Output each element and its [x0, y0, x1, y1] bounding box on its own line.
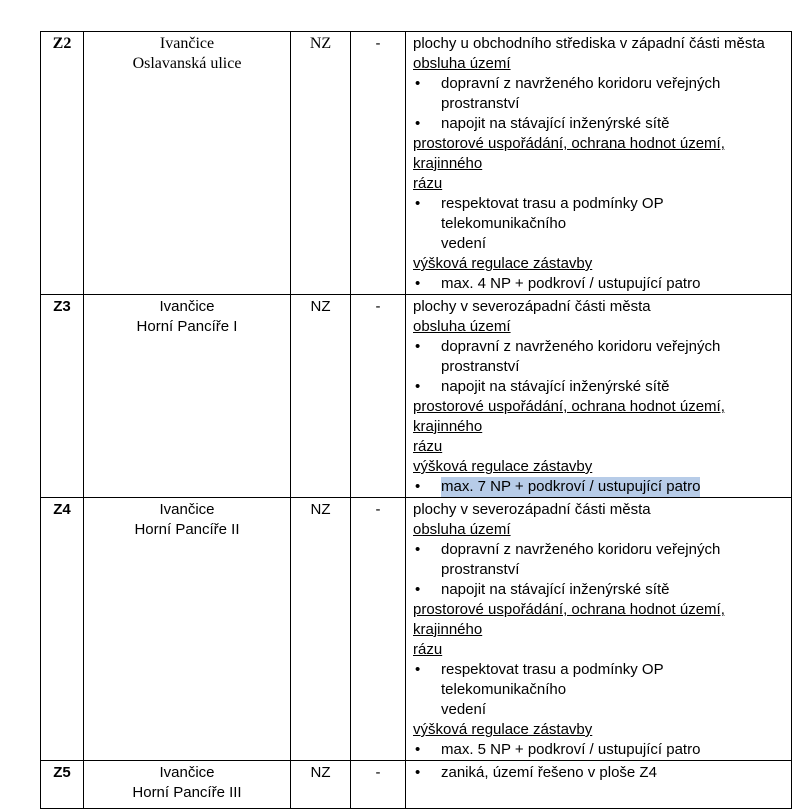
bullet-icon: •	[415, 478, 421, 495]
zones-table	[40, 31, 792, 809]
zone-description	[406, 32, 792, 295]
bullet-continuation	[413, 234, 789, 254]
zone-location	[84, 498, 291, 761]
bullet-item	[413, 337, 789, 377]
bullet-icon: •	[415, 275, 421, 292]
zone-description	[406, 295, 792, 498]
zone-dash: -	[351, 295, 406, 498]
description-text: plochy v severozápadní části města	[413, 501, 651, 518]
table-row	[41, 32, 792, 295]
table-row	[41, 761, 792, 809]
zone-code: Z5	[41, 761, 84, 809]
zone-type: NZ	[291, 498, 351, 761]
zone-code: Z4	[41, 498, 84, 761]
bullet-text: dopravní z navrženého koridoru veřejných prostranství	[441, 75, 721, 112]
zone-code: Z3	[41, 295, 84, 498]
zone-dash: -	[351, 761, 406, 809]
zone-location	[84, 295, 291, 498]
location-line: Horní Pancíře I	[136, 318, 238, 335]
bullet-text: dopravní z navrženého koridoru veřejných prostranství	[441, 338, 721, 375]
section-heading: rázu	[413, 641, 443, 658]
bullet-icon: •	[415, 661, 421, 678]
zone-dash: -	[351, 498, 406, 761]
zone-type: NZ	[291, 32, 351, 295]
zone-description	[406, 761, 792, 809]
zone-location	[84, 761, 291, 809]
bullet-icon: •	[415, 75, 421, 92]
bullet-item	[413, 194, 789, 234]
zone-code: Z2	[41, 32, 84, 295]
bullet-text: respektovat trasu a podmínky OP telekomunikačního	[441, 195, 664, 232]
location-line: Ivančice	[159, 35, 215, 52]
location-line: Ivančice	[159, 764, 215, 781]
zone-description	[406, 498, 792, 761]
bullet-text: vedení	[441, 235, 487, 252]
bullet-text: dopravní z navrženého koridoru veřejných prostranství	[441, 541, 721, 578]
location-line: Oslavanská ulice	[132, 55, 242, 72]
bullet-icon: •	[415, 764, 421, 781]
bullet-icon: •	[415, 541, 421, 558]
bullet-item	[413, 477, 789, 497]
bullet-icon	[413, 234, 441, 254]
zone-location	[84, 32, 291, 295]
section-heading: rázu	[413, 438, 443, 455]
bullet-text: napojit na stávající inženýrské sítě	[441, 378, 670, 395]
zone-type: NZ	[291, 295, 351, 498]
section-heading: výšková regulace zástavby	[413, 721, 593, 738]
section-heading: výšková regulace zástavby	[413, 458, 593, 475]
bullet-item	[413, 660, 789, 700]
bullet-text: max. 7 NP + podkroví / ustupující patro	[441, 478, 701, 495]
section-heading: obsluha území	[413, 318, 511, 335]
bullet-icon: •	[415, 378, 421, 395]
section-heading: rázu	[413, 175, 443, 192]
location-line: Ivančice	[159, 501, 215, 518]
location-line: Horní Pancíře II	[134, 521, 240, 538]
bullet-text: respektovat trasu a podmínky OP telekomunikačního	[441, 661, 664, 698]
description-text: plochy u obchodního střediska v západní části města	[413, 35, 765, 52]
bullet-item	[413, 377, 789, 397]
section-heading: prostorové uspořádání, ochrana hodnot území, krajinného	[413, 135, 725, 172]
bullet-text: napojit na stávající inženýrské sítě	[441, 115, 670, 132]
bullet-text: max. 5 NP + podkroví / ustupující patro	[441, 741, 701, 758]
section-heading: výšková regulace zástavby	[413, 255, 593, 272]
bullet-item	[413, 580, 789, 600]
bullet-text: zaniká, území řešeno v ploše Z4	[441, 764, 657, 781]
bullet-text: napojit na stávající inženýrské sítě	[441, 581, 670, 598]
section-heading: prostorové uspořádání, ochrana hodnot území, krajinného	[413, 398, 725, 435]
table-row	[41, 498, 792, 761]
section-heading: obsluha území	[413, 521, 511, 538]
bullet-text: vedení	[441, 701, 487, 718]
section-heading: prostorové uspořádání, ochrana hodnot území, krajinného	[413, 601, 725, 638]
bullet-text: max. 4 NP + podkroví / ustupující patro	[441, 275, 701, 292]
bullet-item	[413, 114, 789, 134]
bullet-icon	[413, 700, 441, 720]
bullet-icon: •	[415, 581, 421, 598]
bullet-icon: •	[415, 195, 421, 212]
bullet-item	[413, 540, 789, 580]
bullet-item	[413, 740, 789, 760]
bullet-item	[413, 763, 789, 783]
bullet-icon: •	[415, 741, 421, 758]
bullet-icon: •	[415, 115, 421, 132]
zone-type: NZ	[291, 761, 351, 809]
bullet-icon: •	[415, 338, 421, 355]
location-line: Horní Pancíře III	[132, 784, 242, 801]
zone-dash: -	[351, 32, 406, 295]
bullet-item	[413, 74, 789, 114]
location-line: Ivančice	[159, 298, 215, 315]
bullet-continuation	[413, 700, 789, 720]
bullet-item	[413, 274, 789, 294]
description-text: plochy v severozápadní části města	[413, 298, 651, 315]
section-heading: obsluha území	[413, 55, 511, 72]
table-row	[41, 295, 792, 498]
